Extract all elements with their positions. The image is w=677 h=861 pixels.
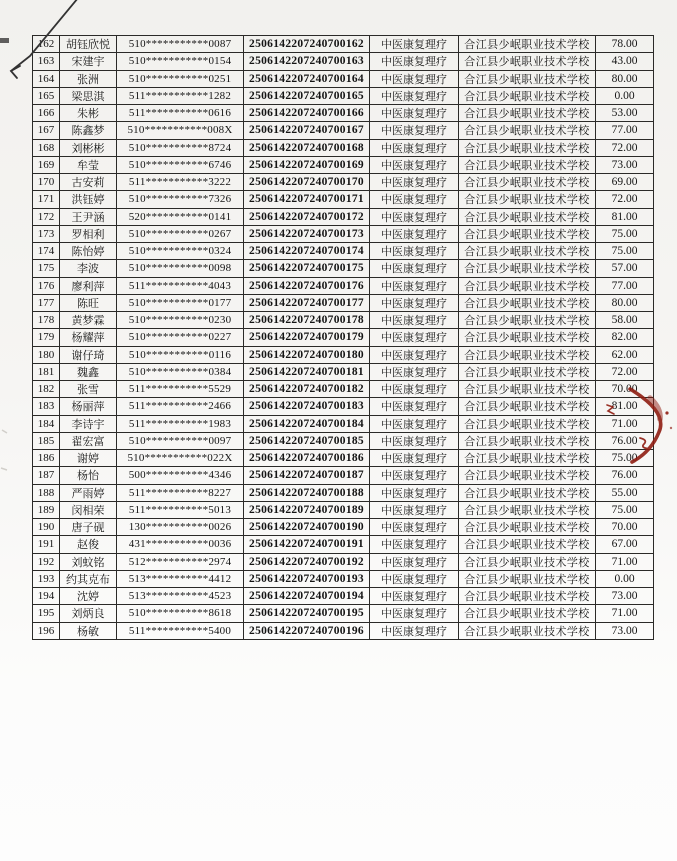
cell-row-number: 166 — [33, 105, 60, 122]
cell-score: 73.00 — [596, 156, 654, 173]
table-row — [33, 294, 654, 311]
cell-id-masked: 513***********4412 — [117, 570, 244, 587]
cell-row-number: 171 — [33, 191, 60, 208]
cell-exam-number: 2506142207240700175 — [244, 260, 370, 277]
cell-school: 合江县少岷职业技术学校 — [459, 588, 596, 605]
cell-school: 合江县少岷职业技术学校 — [459, 208, 596, 225]
cell-name: 李诗宇 — [60, 415, 117, 432]
table-row — [33, 191, 654, 208]
cell-id-masked: 513***********4523 — [117, 588, 244, 605]
cell-major: 中医康复理疗 — [370, 294, 459, 311]
cell-name: 杨怡 — [60, 467, 117, 484]
cell-id-masked: 510***********0097 — [117, 432, 244, 449]
cell-score: 57.00 — [596, 260, 654, 277]
cell-exam-number: 2506142207240700162 — [244, 36, 370, 53]
cell-major: 中医康复理疗 — [370, 174, 459, 191]
cell-score: 78.00 — [596, 36, 654, 53]
cell-row-number: 186 — [33, 450, 60, 467]
cell-score: 53.00 — [596, 105, 654, 122]
cell-name: 沈婷 — [60, 588, 117, 605]
cell-name: 廖利萍 — [60, 277, 117, 294]
cell-row-number: 190 — [33, 519, 60, 536]
cell-score: 82.00 — [596, 329, 654, 346]
cell-name: 杨敏 — [60, 622, 117, 640]
pen-arrowhead-icon — [11, 66, 20, 78]
table-row — [33, 208, 654, 225]
cell-major: 中医康复理疗 — [370, 36, 459, 53]
cell-school: 合江县少岷职业技术学校 — [459, 346, 596, 363]
table-row — [33, 588, 654, 605]
cell-exam-number: 2506142207240700177 — [244, 294, 370, 311]
cell-id-masked: 511***********5400 — [117, 622, 244, 640]
cell-exam-number: 2506142207240700179 — [244, 329, 370, 346]
cell-exam-number: 2506142207240700193 — [244, 570, 370, 587]
cell-major: 中医康复理疗 — [370, 329, 459, 346]
cell-exam-number: 2506142207240700176 — [244, 277, 370, 294]
cell-major: 中医康复理疗 — [370, 536, 459, 553]
cell-row-number: 194 — [33, 588, 60, 605]
cell-score: 75.00 — [596, 225, 654, 242]
table-row — [33, 622, 654, 640]
cell-major: 中医康复理疗 — [370, 605, 459, 622]
cell-school: 合江县少岷职业技术学校 — [459, 294, 596, 311]
cell-major: 中医康复理疗 — [370, 243, 459, 260]
cell-school: 合江县少岷职业技术学校 — [459, 105, 596, 122]
cell-exam-number: 2506142207240700187 — [244, 467, 370, 484]
cell-name: 黄梦霖 — [60, 312, 117, 329]
cell-name: 洪钰婷 — [60, 191, 117, 208]
cell-score: 76.00 — [596, 467, 654, 484]
cell-score: 75.00 — [596, 501, 654, 518]
cell-row-number: 195 — [33, 605, 60, 622]
cell-score: 43.00 — [596, 53, 654, 70]
cell-school: 合江县少岷职业技术学校 — [459, 122, 596, 139]
cell-score: 71.00 — [596, 553, 654, 570]
cell-exam-number: 2506142207240700184 — [244, 415, 370, 432]
cell-id-masked: 511***********2466 — [117, 398, 244, 415]
cell-row-number: 182 — [33, 381, 60, 398]
cell-exam-number: 2506142207240700196 — [244, 622, 370, 640]
cell-school: 合江县少岷职业技术学校 — [459, 450, 596, 467]
cell-score: 80.00 — [596, 294, 654, 311]
cell-row-number: 177 — [33, 294, 60, 311]
cell-score: 62.00 — [596, 346, 654, 363]
table-row — [33, 312, 654, 329]
cell-exam-number: 2506142207240700182 — [244, 381, 370, 398]
cell-school: 合江县少岷职业技术学校 — [459, 381, 596, 398]
cell-major: 中医康复理疗 — [370, 622, 459, 640]
score-table — [32, 35, 654, 640]
cell-name: 梁思淇 — [60, 87, 117, 104]
cell-name: 翟宏富 — [60, 432, 117, 449]
cell-id-masked: 510***********0227 — [117, 329, 244, 346]
cell-row-number: 164 — [33, 70, 60, 87]
cell-score: 70.00 — [596, 519, 654, 536]
cell-major: 中医康复理疗 — [370, 519, 459, 536]
cell-major: 中医康复理疗 — [370, 432, 459, 449]
cell-id-masked: 431***********0036 — [117, 536, 244, 553]
cell-major: 中医康复理疗 — [370, 122, 459, 139]
cell-id-masked: 511***********3222 — [117, 174, 244, 191]
cell-id-masked: 511***********1282 — [117, 87, 244, 104]
cell-exam-number: 2506142207240700169 — [244, 156, 370, 173]
cell-name: 杨丽萍 — [60, 398, 117, 415]
cell-name: 陈鑫梦 — [60, 122, 117, 139]
cell-major: 中医康复理疗 — [370, 312, 459, 329]
cell-exam-number: 2506142207240700164 — [244, 70, 370, 87]
cell-row-number: 178 — [33, 312, 60, 329]
cell-major: 中医康复理疗 — [370, 450, 459, 467]
cell-major: 中医康复理疗 — [370, 87, 459, 104]
cell-school: 合江县少岷职业技术学校 — [459, 536, 596, 553]
cell-school: 合江县少岷职业技术学校 — [459, 415, 596, 432]
cell-score: 80.00 — [596, 70, 654, 87]
cell-score: 77.00 — [596, 122, 654, 139]
cell-name: 张雪 — [60, 381, 117, 398]
cell-exam-number: 2506142207240700190 — [244, 519, 370, 536]
cell-row-number: 162 — [33, 36, 60, 53]
cell-id-masked: 511***********4043 — [117, 277, 244, 294]
cell-row-number: 191 — [33, 536, 60, 553]
cell-score: 58.00 — [596, 312, 654, 329]
cell-exam-number: 2506142207240700170 — [244, 174, 370, 191]
cell-row-number: 175 — [33, 260, 60, 277]
cell-major: 中医康复理疗 — [370, 277, 459, 294]
cell-name: 刘彬彬 — [60, 139, 117, 156]
cell-major: 中医康复理疗 — [370, 53, 459, 70]
cell-school: 合江县少岷职业技术学校 — [459, 156, 596, 173]
cell-id-masked: 510***********0230 — [117, 312, 244, 329]
cell-name: 谢婷 — [60, 450, 117, 467]
table-row — [33, 536, 654, 553]
cell-major: 中医康复理疗 — [370, 191, 459, 208]
cell-major: 中医康复理疗 — [370, 70, 459, 87]
cell-id-masked: 510***********0177 — [117, 294, 244, 311]
cell-id-masked: 520***********0141 — [117, 208, 244, 225]
cell-id-masked: 500***********4346 — [117, 467, 244, 484]
table-row — [33, 553, 654, 570]
cell-row-number: 179 — [33, 329, 60, 346]
cell-score: 72.00 — [596, 363, 654, 380]
cell-id-masked: 510***********8724 — [117, 139, 244, 156]
table-row — [33, 570, 654, 587]
cell-score: 0.00 — [596, 87, 654, 104]
cell-name: 张洲 — [60, 70, 117, 87]
cell-exam-number: 2506142207240700181 — [244, 363, 370, 380]
table-row — [33, 519, 654, 536]
cell-major: 中医康复理疗 — [370, 346, 459, 363]
cell-id-masked: 510***********0116 — [117, 346, 244, 363]
table-row — [33, 346, 654, 363]
cell-exam-number: 2506142207240700185 — [244, 432, 370, 449]
table-row — [33, 156, 654, 173]
cell-exam-number: 2506142207240700183 — [244, 398, 370, 415]
cell-score: 71.00 — [596, 415, 654, 432]
cell-major: 中医康复理疗 — [370, 208, 459, 225]
cell-name: 魏鑫 — [60, 363, 117, 380]
cell-score: 0.00 — [596, 570, 654, 587]
cell-exam-number: 2506142207240700173 — [244, 225, 370, 242]
table-row — [33, 277, 654, 294]
cell-name: 杨耀萍 — [60, 329, 117, 346]
cell-id-masked: 510***********6746 — [117, 156, 244, 173]
cell-score: 72.00 — [596, 191, 654, 208]
cell-name: 赵俊 — [60, 536, 117, 553]
table-row — [33, 174, 654, 191]
cell-id-masked: 510***********022X — [117, 450, 244, 467]
cell-major: 中医康复理疗 — [370, 105, 459, 122]
table-row — [33, 87, 654, 104]
cell-score: 71.00 — [596, 605, 654, 622]
cell-score: 72.00 — [596, 139, 654, 156]
table-row — [33, 432, 654, 449]
cell-id-masked: 510***********008X — [117, 122, 244, 139]
cell-score: 75.00 — [596, 243, 654, 260]
cell-name: 朱彬 — [60, 105, 117, 122]
cell-school: 合江县少岷职业技术学校 — [459, 260, 596, 277]
cell-school: 合江县少岷职业技术学校 — [459, 329, 596, 346]
cell-school: 合江县少岷职业技术学校 — [459, 225, 596, 242]
cell-exam-number: 2506142207240700166 — [244, 105, 370, 122]
cell-name: 陈怡婷 — [60, 243, 117, 260]
cell-id-masked: 510***********0154 — [117, 53, 244, 70]
cell-score: 55.00 — [596, 484, 654, 501]
table-row — [33, 467, 654, 484]
cell-score: 70.00 — [596, 381, 654, 398]
cell-name: 唐子砚 — [60, 519, 117, 536]
table-row — [33, 484, 654, 501]
table-row — [33, 225, 654, 242]
table-row — [33, 605, 654, 622]
cell-row-number: 183 — [33, 398, 60, 415]
cell-row-number: 167 — [33, 122, 60, 139]
cell-id-masked: 511***********1983 — [117, 415, 244, 432]
cell-school: 合江县少岷职业技术学校 — [459, 570, 596, 587]
cell-school: 合江县少岷职业技术学校 — [459, 87, 596, 104]
cell-exam-number: 2506142207240700186 — [244, 450, 370, 467]
cell-school: 合江县少岷职业技术学校 — [459, 398, 596, 415]
cell-major: 中医康复理疗 — [370, 156, 459, 173]
cell-exam-number: 2506142207240700174 — [244, 243, 370, 260]
cell-row-number: 192 — [33, 553, 60, 570]
cell-id-masked: 510***********0384 — [117, 363, 244, 380]
cell-name: 刘炳良 — [60, 605, 117, 622]
cell-row-number: 193 — [33, 570, 60, 587]
cell-row-number: 172 — [33, 208, 60, 225]
cell-school: 合江县少岷职业技术学校 — [459, 467, 596, 484]
cell-row-number: 168 — [33, 139, 60, 156]
cell-major: 中医康复理疗 — [370, 501, 459, 518]
table-row — [33, 243, 654, 260]
cell-id-masked: 510***********0324 — [117, 243, 244, 260]
cell-id-masked: 511***********5529 — [117, 381, 244, 398]
cell-major: 中医康复理疗 — [370, 363, 459, 380]
cell-school: 合江县少岷职业技术学校 — [459, 605, 596, 622]
cell-name: 严雨婷 — [60, 484, 117, 501]
cell-school: 合江县少岷职业技术学校 — [459, 363, 596, 380]
cell-row-number: 174 — [33, 243, 60, 260]
cell-row-number: 187 — [33, 467, 60, 484]
table-row — [33, 260, 654, 277]
cell-name: 约其克布 — [60, 570, 117, 587]
cell-school: 合江县少岷职业技术学校 — [459, 191, 596, 208]
cell-name: 古安莉 — [60, 174, 117, 191]
cell-major: 中医康复理疗 — [370, 139, 459, 156]
cell-score: 76.00 — [596, 432, 654, 449]
cell-row-number: 185 — [33, 432, 60, 449]
cell-id-masked: 130***********0026 — [117, 519, 244, 536]
cell-name: 刘蚊铭 — [60, 553, 117, 570]
cell-name: 李波 — [60, 260, 117, 277]
cell-exam-number: 2506142207240700191 — [244, 536, 370, 553]
cell-id-masked: 511***********0616 — [117, 105, 244, 122]
cell-row-number: 165 — [33, 87, 60, 104]
cell-id-masked: 511***********8227 — [117, 484, 244, 501]
table-row — [33, 70, 654, 87]
cell-row-number: 163 — [33, 53, 60, 70]
cell-row-number: 176 — [33, 277, 60, 294]
cell-exam-number: 2506142207240700180 — [244, 346, 370, 363]
cell-score: 77.00 — [596, 277, 654, 294]
cell-school: 合江县少岷职业技术学校 — [459, 622, 596, 640]
cell-name: 胡钰欣悦 — [60, 36, 117, 53]
scan-edge-smudge — [0, 38, 9, 43]
cell-score: 67.00 — [596, 536, 654, 553]
cell-score: 81.00 — [596, 398, 654, 415]
cell-id-masked: 510***********0098 — [117, 260, 244, 277]
cell-row-number: 184 — [33, 415, 60, 432]
cell-school: 合江县少岷职业技术学校 — [459, 36, 596, 53]
cell-major: 中医康复理疗 — [370, 553, 459, 570]
table-row — [33, 329, 654, 346]
table-row — [33, 398, 654, 415]
cell-name: 陈旺 — [60, 294, 117, 311]
table-row — [33, 450, 654, 467]
cell-row-number: 196 — [33, 622, 60, 640]
cell-name: 罗相利 — [60, 225, 117, 242]
table-row — [33, 105, 654, 122]
cell-exam-number: 2506142207240700172 — [244, 208, 370, 225]
table-row — [33, 363, 654, 380]
cell-name: 牟莹 — [60, 156, 117, 173]
cell-row-number: 188 — [33, 484, 60, 501]
cell-exam-number: 2506142207240700163 — [244, 53, 370, 70]
cell-exam-number: 2506142207240700188 — [244, 484, 370, 501]
cell-name: 谢仔琦 — [60, 346, 117, 363]
cell-id-masked: 510***********0087 — [117, 36, 244, 53]
cell-id-masked: 510***********0251 — [117, 70, 244, 87]
cell-major: 中医康复理疗 — [370, 398, 459, 415]
cell-school: 合江县少岷职业技术学校 — [459, 484, 596, 501]
cell-major: 中医康复理疗 — [370, 415, 459, 432]
cell-school: 合江县少岷职业技术学校 — [459, 312, 596, 329]
cell-school: 合江县少岷职业技术学校 — [459, 432, 596, 449]
cell-school: 合江县少岷职业技术学校 — [459, 277, 596, 294]
cell-major: 中医康复理疗 — [370, 467, 459, 484]
cell-name: 闵相荣 — [60, 501, 117, 518]
cell-exam-number: 2506142207240700194 — [244, 588, 370, 605]
score-table-body — [33, 36, 654, 640]
cell-major: 中医康复理疗 — [370, 588, 459, 605]
cell-exam-number: 2506142207240700168 — [244, 139, 370, 156]
table-row — [33, 53, 654, 70]
cell-row-number: 189 — [33, 501, 60, 518]
table-row — [33, 36, 654, 53]
cell-major: 中医康复理疗 — [370, 260, 459, 277]
cell-exam-number: 2506142207240700195 — [244, 605, 370, 622]
cell-name: 宋建宇 — [60, 53, 117, 70]
cell-school: 合江县少岷职业技术学校 — [459, 70, 596, 87]
cell-id-masked: 511***********5013 — [117, 501, 244, 518]
cell-school: 合江县少岷职业技术学校 — [459, 243, 596, 260]
table-row — [33, 122, 654, 139]
cell-id-masked: 510***********7326 — [117, 191, 244, 208]
cell-school: 合江县少岷职业技术学校 — [459, 53, 596, 70]
cell-school: 合江县少岷职业技术学校 — [459, 174, 596, 191]
cell-exam-number: 2506142207240700178 — [244, 312, 370, 329]
cell-exam-number: 2506142207240700171 — [244, 191, 370, 208]
cell-score: 81.00 — [596, 208, 654, 225]
cell-score: 69.00 — [596, 174, 654, 191]
cell-school: 合江县少岷职业技术学校 — [459, 501, 596, 518]
cell-school: 合江县少岷职业技术学校 — [459, 553, 596, 570]
table-row — [33, 381, 654, 398]
left-margin-artifact — [1, 430, 7, 470]
cell-name: 王尹涵 — [60, 208, 117, 225]
cell-exam-number: 2506142207240700189 — [244, 501, 370, 518]
cell-major: 中医康复理疗 — [370, 381, 459, 398]
cell-exam-number: 2506142207240700165 — [244, 87, 370, 104]
cell-id-masked: 510***********0267 — [117, 225, 244, 242]
cell-major: 中医康复理疗 — [370, 570, 459, 587]
table-row — [33, 415, 654, 432]
cell-school: 合江县少岷职业技术学校 — [459, 519, 596, 536]
cell-major: 中医康复理疗 — [370, 225, 459, 242]
cell-score: 75.00 — [596, 450, 654, 467]
cell-school: 合江县少岷职业技术学校 — [459, 139, 596, 156]
table-row — [33, 139, 654, 156]
cell-row-number: 169 — [33, 156, 60, 173]
cell-row-number: 170 — [33, 174, 60, 191]
cell-row-number: 181 — [33, 363, 60, 380]
cell-row-number: 173 — [33, 225, 60, 242]
cell-id-masked: 510***********8618 — [117, 605, 244, 622]
cell-exam-number: 2506142207240700192 — [244, 553, 370, 570]
cell-row-number: 180 — [33, 346, 60, 363]
cell-score: 73.00 — [596, 622, 654, 640]
cell-score: 73.00 — [596, 588, 654, 605]
cell-major: 中医康复理疗 — [370, 484, 459, 501]
table-row — [33, 501, 654, 518]
cell-exam-number: 2506142207240700167 — [244, 122, 370, 139]
cell-id-masked: 512***********2974 — [117, 553, 244, 570]
